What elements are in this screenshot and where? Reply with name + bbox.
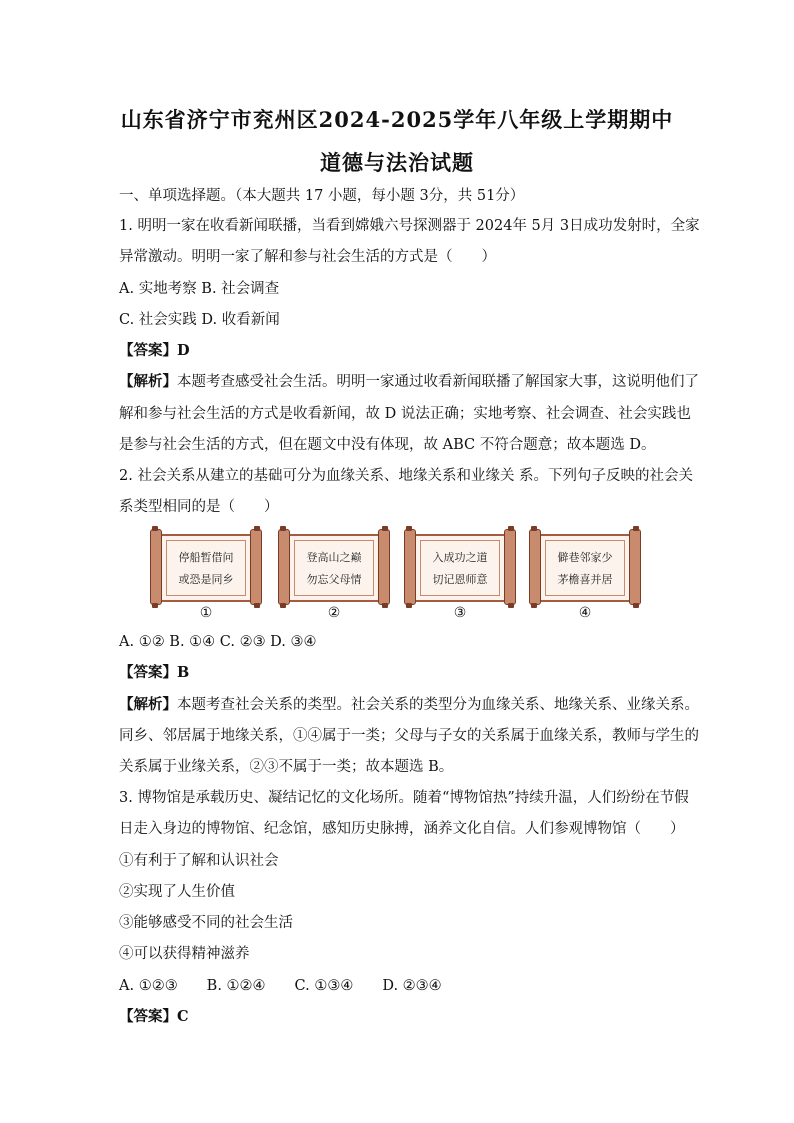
scroll-text-line2: 切记恩师意: [432, 573, 488, 586]
scroll-text-line2: 茅檐喜并居: [557, 573, 613, 586]
q2-analysis-line1: [119, 695, 699, 715]
q1-analysis-line3: 是参与社会生活的方式，但在题文中没有体现，故 ABC 不符合题意；故本题选 D。: [119, 437, 656, 453]
q2-analysis-line2: 同乡、邻居属于地缘关系，①④属于一类；父母与子女的关系属于血缘关系，教师与学生的: [119, 728, 699, 744]
q2-answer: 【答案】B: [119, 664, 190, 681]
scroll-3: [404, 526, 516, 624]
q1-answer: 【答案】D: [119, 342, 190, 359]
page-title: 山东省济宁市兖州区2024-2025学年八年级上学期期中: [120, 107, 674, 132]
q1-analysis-text: 本题考查感受社会生活。明明一家通过收看新闻联播了解国家大事，这说明他们了: [177, 374, 699, 390]
q1-stem-line1: 1. 明明一家在收看新闻联播，当看到嫦娥六号探测器于 2024年 5月 3日成功发射时，全家: [119, 218, 700, 234]
q1-stem-line2: 异常激动。明明一家了解和参与社会生活的方式是（ ）: [119, 249, 496, 265]
section-heading: 一、单项选择题。（本大题共 17 小题，每小题 3分，共 51分）: [119, 188, 525, 204]
scroll-text-line2: 或恐是同乡: [178, 573, 234, 586]
scroll-1: [150, 526, 262, 624]
q1-analysis-line1: [119, 372, 699, 392]
q3-item-1: ①有利于了解和认识社会: [119, 853, 279, 869]
scroll-number: ①: [199, 605, 213, 621]
analysis-label: 【解析】: [119, 373, 177, 390]
scroll-text-line1: 入成功之道: [432, 551, 488, 564]
q3-stem-line2: 日走入身边的博物馆、纪念馆，感知历史脉搏，涵养文化自信。人们参观博物馆（ ）: [119, 821, 685, 837]
q2-stem-line1: 2. 社会关系从建立的基础可分为血缘关系、地缘关系和业缘关 系。下列句子反映的社会关: [119, 468, 694, 484]
q3-answer: 【答案】C: [119, 1008, 189, 1025]
q2-analysis-line3: 关系属于业缘关系，②③不属于一类；故本题选 B。: [119, 759, 454, 775]
scroll-number: ②: [327, 605, 341, 621]
scroll-number: ③: [453, 605, 467, 621]
scroll-text-line1: 登高山之巅: [306, 551, 362, 564]
q2-stem-line2: 系类型相同的是（ ）: [119, 499, 279, 515]
q3-item-4: ④可以获得精神滋养: [119, 946, 250, 962]
scroll-text-line2: 勿忘父母情: [306, 573, 362, 586]
q1-options-line1: A. 实地考察 B. 社会调查: [119, 281, 280, 297]
scroll-number: ④: [578, 605, 592, 621]
scroll-4: [529, 526, 641, 624]
analysis-label: 【解析】: [119, 696, 177, 713]
q1-options-line2: C. 社会实践 D. 收看新闻: [119, 312, 280, 328]
q3-item-2: ②实现了人生价值: [119, 884, 235, 900]
scroll-figure: [150, 526, 650, 624]
scroll-text-line1: 停船暂借问: [178, 551, 234, 564]
scroll-2: [278, 526, 390, 624]
q3-options: A. ①②③ B. ①②④ C. ①③④ D. ②③④: [119, 978, 442, 994]
q2-analysis-text: 本题考查社会关系的类型。社会关系的类型分为血缘关系、地缘关系、业缘关系。: [177, 697, 699, 713]
q3-item-3: ③能够感受不同的社会生活: [119, 915, 293, 931]
q3-stem-line1: 3. 博物馆是承载历史、凝结记忆的文化场所。随着“博物馆热”持续升温，人们纷纷在节假: [119, 790, 689, 806]
q1-analysis-line2: 解和参与社会生活的方式是收看新闻，故 D 说法正确；实地考察、社会调查、社会实践也: [119, 406, 691, 422]
q2-options: A. ①② B. ①④ C. ②③ D. ③④: [119, 634, 317, 650]
scroll-text-line1: 僻巷邻家少: [557, 551, 613, 564]
page-subtitle: 道德与法治试题: [320, 150, 474, 175]
